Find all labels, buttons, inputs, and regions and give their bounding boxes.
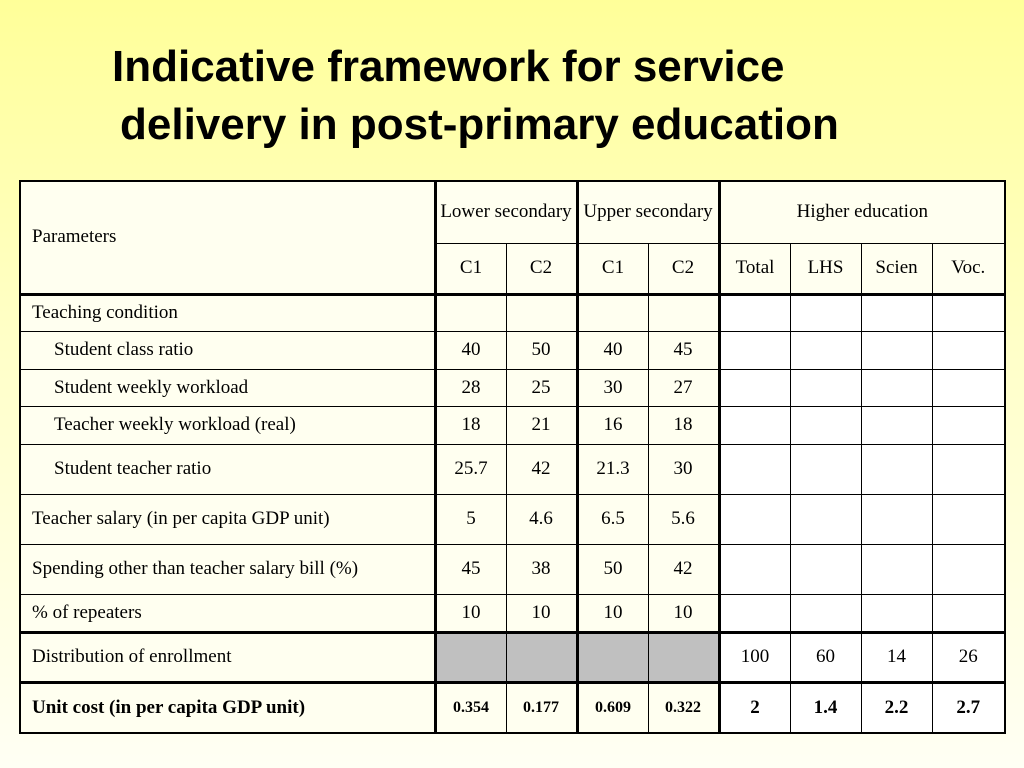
table-cell: 1.4 bbox=[790, 682, 861, 733]
table-cell bbox=[790, 444, 861, 494]
table-cell: 21.3 bbox=[577, 444, 648, 494]
header-sub-cell: Total bbox=[719, 243, 790, 294]
table-cell bbox=[719, 406, 790, 444]
row-label: Spending other than teacher salary bill (%) bbox=[20, 544, 435, 594]
table-cell: 18 bbox=[435, 406, 506, 444]
header-sub-cell: Scien bbox=[861, 243, 932, 294]
table-cell: 42 bbox=[506, 444, 577, 494]
table-cell bbox=[790, 294, 861, 331]
table-cell: 5.6 bbox=[648, 494, 719, 544]
table-cell bbox=[932, 331, 1005, 369]
table-cell bbox=[719, 331, 790, 369]
table-cell bbox=[790, 331, 861, 369]
row-label: Teaching condition bbox=[20, 294, 435, 331]
table-cell bbox=[719, 544, 790, 594]
table-cell bbox=[932, 294, 1005, 331]
table-cell bbox=[719, 494, 790, 544]
table-cell: 16 bbox=[577, 406, 648, 444]
table-cell: 50 bbox=[577, 544, 648, 594]
header-higher-education: Higher education bbox=[719, 181, 1005, 243]
row-label: Distribution of enrollment bbox=[20, 632, 435, 682]
table-cell bbox=[790, 406, 861, 444]
table-cell bbox=[861, 294, 932, 331]
table-cell bbox=[435, 294, 506, 331]
table-cell: 0.177 bbox=[506, 682, 577, 733]
header-lower-secondary: Lower secondary bbox=[435, 181, 577, 243]
table-cell bbox=[932, 494, 1005, 544]
table-row bbox=[20, 444, 1005, 494]
table-cell bbox=[861, 444, 932, 494]
title-line-1: Indicative framework for service bbox=[112, 42, 785, 91]
table-cell bbox=[861, 594, 932, 632]
table-row bbox=[20, 632, 1005, 682]
table-cell bbox=[719, 369, 790, 406]
table-cell: 0.354 bbox=[435, 682, 506, 733]
table-cell bbox=[932, 406, 1005, 444]
table-cell: 2 bbox=[719, 682, 790, 733]
table-row bbox=[20, 406, 1005, 444]
table-cell: 45 bbox=[648, 331, 719, 369]
service-delivery-table bbox=[19, 180, 1006, 734]
table-cell bbox=[577, 294, 648, 331]
header-sub-cell: C1 bbox=[577, 243, 648, 294]
table-cell: 2.7 bbox=[932, 682, 1005, 733]
table-cell: 30 bbox=[648, 444, 719, 494]
table-cell bbox=[435, 632, 506, 682]
table-cell: 25.7 bbox=[435, 444, 506, 494]
table-cell: 2.2 bbox=[861, 682, 932, 733]
table-cell: 14 bbox=[861, 632, 932, 682]
header-sub-cell: Voc. bbox=[932, 243, 1005, 294]
table-cell bbox=[577, 632, 648, 682]
header-sub-cell: LHS bbox=[790, 243, 861, 294]
table-cell bbox=[932, 444, 1005, 494]
table-row bbox=[20, 594, 1005, 632]
table-cell: 10 bbox=[577, 594, 648, 632]
table-cell bbox=[648, 294, 719, 331]
table-cell: 38 bbox=[506, 544, 577, 594]
table-cell: 5 bbox=[435, 494, 506, 544]
table-cell bbox=[861, 369, 932, 406]
row-label: Student teacher ratio bbox=[20, 444, 435, 494]
table-cell: 6.5 bbox=[577, 494, 648, 544]
table-cell bbox=[861, 331, 932, 369]
table-cell: 27 bbox=[648, 369, 719, 406]
table-cell: 28 bbox=[435, 369, 506, 406]
row-label: Student class ratio bbox=[20, 331, 435, 369]
table-cell bbox=[719, 294, 790, 331]
table-row bbox=[20, 331, 1005, 369]
table-cell: 0.322 bbox=[648, 682, 719, 733]
table-cell bbox=[719, 594, 790, 632]
table-cell: 25 bbox=[506, 369, 577, 406]
title-line-2: delivery in post-primary education bbox=[120, 100, 839, 149]
table-cell: 4.6 bbox=[506, 494, 577, 544]
table-cell bbox=[861, 494, 932, 544]
table-cell bbox=[790, 494, 861, 544]
table-cell: 100 bbox=[719, 632, 790, 682]
table-row bbox=[20, 682, 1005, 733]
table-cell: 30 bbox=[577, 369, 648, 406]
table-row bbox=[20, 494, 1005, 544]
table-cell bbox=[506, 294, 577, 331]
table-cell bbox=[506, 632, 577, 682]
table-cell: 18 bbox=[648, 406, 719, 444]
table-cell: 10 bbox=[648, 594, 719, 632]
row-label: Teacher weekly workload (real) bbox=[20, 406, 435, 444]
table-cell bbox=[648, 632, 719, 682]
table-cell: 26 bbox=[932, 632, 1005, 682]
table-cell bbox=[861, 406, 932, 444]
header-sub-cell: C2 bbox=[506, 243, 577, 294]
table-cell: 60 bbox=[790, 632, 861, 682]
table-cell bbox=[719, 444, 790, 494]
table-cell bbox=[932, 369, 1005, 406]
table-cell: 45 bbox=[435, 544, 506, 594]
header-row-1 bbox=[20, 181, 1005, 243]
table-row bbox=[20, 294, 1005, 331]
header-upper-secondary: Upper secondary bbox=[577, 181, 719, 243]
row-label: Unit cost (in per capita GDP unit) bbox=[20, 682, 435, 733]
table-cell bbox=[932, 594, 1005, 632]
table-cell bbox=[932, 544, 1005, 594]
table-cell: 10 bbox=[506, 594, 577, 632]
table-cell: 0.609 bbox=[577, 682, 648, 733]
table-cell: 40 bbox=[577, 331, 648, 369]
table-cell: 42 bbox=[648, 544, 719, 594]
table-row bbox=[20, 369, 1005, 406]
slide-title bbox=[0, 38, 1024, 154]
header-sub-cell: C2 bbox=[648, 243, 719, 294]
table-cell: 10 bbox=[435, 594, 506, 632]
header-parameters: Parameters bbox=[20, 181, 435, 294]
row-label: % of repeaters bbox=[20, 594, 435, 632]
table-cell: 40 bbox=[435, 331, 506, 369]
row-label: Student weekly workload bbox=[20, 369, 435, 406]
table-cell bbox=[790, 544, 861, 594]
table-cell bbox=[861, 544, 932, 594]
header-sub-cell: C1 bbox=[435, 243, 506, 294]
row-label: Teacher salary (in per capita GDP unit) bbox=[20, 494, 435, 544]
table-cell: 50 bbox=[506, 331, 577, 369]
table-cell bbox=[790, 594, 861, 632]
table-cell: 21 bbox=[506, 406, 577, 444]
table-row bbox=[20, 544, 1005, 594]
table-cell bbox=[790, 369, 861, 406]
